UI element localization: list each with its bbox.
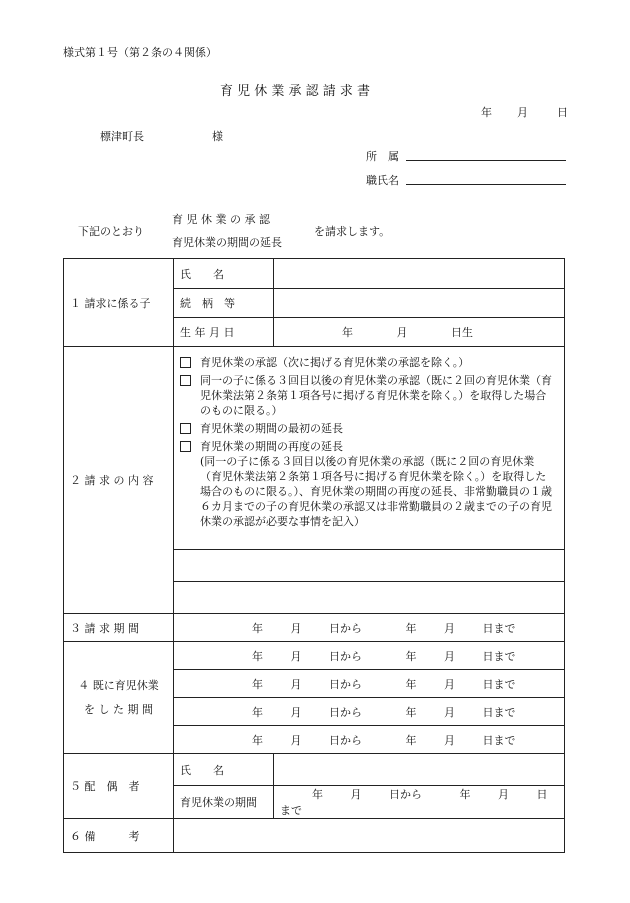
past-section-label: ４ 既に育児休業 を し た 期 間 [64, 642, 174, 754]
past-period-2[interactable]: 年 月 日から 年 月 日まで [174, 670, 565, 698]
request-option-approval: 育 児 休 業 の 承 認 [172, 213, 270, 226]
child-relation-label: 続 柄 等 [174, 289, 274, 318]
form-number: 様式第１号（第２条の４関係） [63, 46, 217, 59]
option-third-approval[interactable]: 同一の子に係る３回目以後の育児休業の承認（既に２回の育児休業（育児休業法第２条第１項各号に掲げる育児休業を除く。）を取得した場合のものに限る。） [180, 373, 556, 418]
content-note: (同一の子に係る３回目以後の育児休業の承認（既に２回の育児休業（育児休業法第２条第１項各号に掲げる育児休業を除く。）を取得した場合のものに限る。）、育児休業の期間の再度の延長、非常勤職員の１歳６カ月までの子の育児休業の承認又は非常勤職員の２歳までの子の育児休業の承認が必要な事情を記入） [200, 455, 552, 528]
spouse-section-label: ５ 配 偶 者 [64, 754, 174, 819]
affiliation-label: 所 属 [366, 150, 399, 163]
affiliation-field[interactable] [406, 160, 566, 161]
child-relation-field[interactable] [274, 289, 565, 318]
checkbox-icon[interactable] [180, 357, 191, 368]
child-birth-field[interactable]: 年 月 日生 [274, 318, 565, 347]
checkbox-icon[interactable] [180, 375, 191, 386]
request-suffix: を請求します。 [314, 225, 391, 238]
request-option-extension: 育児休業の期間の延長 [172, 236, 282, 249]
remarks-section-label: ６ 備 考 [64, 819, 174, 853]
addressee: 標津町長 [100, 130, 144, 143]
checkbox-icon[interactable] [180, 423, 191, 434]
spouse-name-label: 氏 名 [174, 754, 274, 786]
content-line-1[interactable] [174, 550, 565, 582]
name-label: 職氏名 [366, 174, 399, 187]
content-line-2[interactable] [174, 582, 565, 614]
child-section-label: １ 請求に係る子 [64, 259, 174, 347]
child-name-label: 氏 名 [174, 259, 274, 289]
form-title: 育 児 休 業 承 認 請 求 書 [220, 84, 371, 99]
period-section-label: ３ 請 求 期 間 [64, 614, 174, 642]
honorific: 様 [212, 130, 223, 143]
content-section-label: ２ 請 求 の 内 容 [64, 347, 174, 614]
past-period-3[interactable]: 年 月 日から 年 月 日まで [174, 698, 565, 726]
remarks-field[interactable] [174, 819, 565, 853]
spouse-period-label: 育児休業の期間 [174, 786, 274, 819]
option-first-extension[interactable]: 育児休業の期間の最初の延長 [180, 421, 556, 436]
request-form-table [63, 258, 565, 853]
name-field[interactable] [406, 184, 566, 185]
past-period-1[interactable]: 年 月 日から 年 月 日まで [174, 642, 565, 670]
option-approval[interactable]: 育児休業の承認（次に掲げる育児休業の承認を除く。） [180, 355, 556, 370]
spouse-name-field[interactable] [274, 754, 565, 786]
child-name-field[interactable] [274, 259, 565, 289]
period-field[interactable]: 年 月 日から 年 月 日まで [174, 614, 565, 642]
option-second-extension[interactable]: 育児休業の期間の再度の延長 [180, 439, 556, 454]
spouse-period-field[interactable]: 年 月 日から 年 月 日まで [274, 786, 565, 819]
past-period-4[interactable]: 年 月 日から 年 月 日まで [174, 726, 565, 754]
date-day-label: 日 [557, 106, 568, 119]
date-year-label: 年 [481, 106, 492, 119]
checkbox-icon[interactable] [180, 441, 191, 452]
date-month-label: 月 [517, 106, 528, 119]
request-prefix: 下記のとおり [78, 225, 144, 238]
child-birth-label: 生 年 月 日 [174, 318, 274, 347]
content-options [174, 347, 565, 550]
